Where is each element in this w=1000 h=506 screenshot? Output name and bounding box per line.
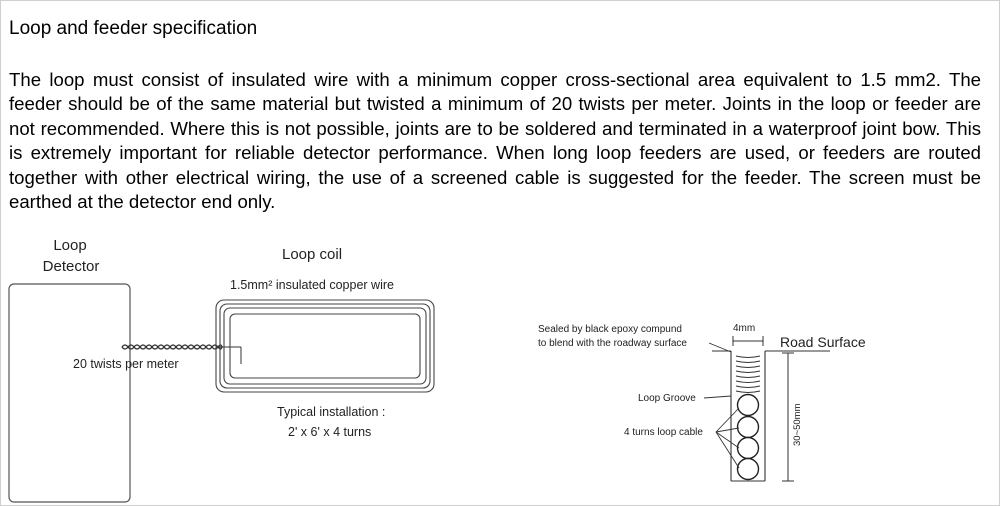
width-label: 4mm [733,323,756,334]
wire-label: 1.5mm² insulated copper wire [230,278,394,292]
sealed-label-line2: to blend with the roadway surface [538,338,687,349]
typical-installation-size: 2' x 6' x 4 turns [288,425,372,439]
loop-detector-box [9,284,130,502]
loop-cable-turn-3 [738,438,759,459]
loop-cable-turn-4 [738,459,759,480]
loop-coil-turn-4 [230,314,420,378]
loop-groove-label: Loop Groove [638,393,696,404]
road-surface-label: Road Surface [780,334,866,350]
loop-cable-label: 4 turns loop cable [624,427,703,438]
epoxy-seal [736,356,760,393]
depth-label: 30~50mm [792,403,803,446]
typical-installation-label: Typical installation : [277,405,386,419]
sealed-label-line1: Sealed by black epoxy compund [538,324,682,335]
loop-cable-turn-1 [738,395,759,416]
loop-coil-turn-2 [220,304,430,388]
loop-coil-label: Loop coil [282,246,343,263]
loop-cable-turn-2 [738,417,759,438]
detector-label-line1: Loop [53,237,87,254]
loop-installation-diagram [0,228,1000,506]
specification-paragraph: The loop must consist of insulated wire with a minimum copper cross-sectional area equivalent to 1.5 mm2. The feeder should be of the same material but twisted a minimum of 20 twists per meter. Joints in the loop or feeder are not recommended. Where this is not possible, joints are to be soldered and terminated in a waterproof joint bow. This is extremely important for reliable detector performance. When long loop feeders are used, or feeders are routed together with other electrical wiring, the use of a screened cable is suggested for the feeder. The screen must be earthed at the detector end only. [9,69,981,213]
twists-label: 20 twists per meter [73,357,179,371]
loop-coil-turn-3 [224,308,426,384]
detector-label-line2: Detector [42,258,100,275]
page-title: Loop and feeder specification [9,18,258,39]
